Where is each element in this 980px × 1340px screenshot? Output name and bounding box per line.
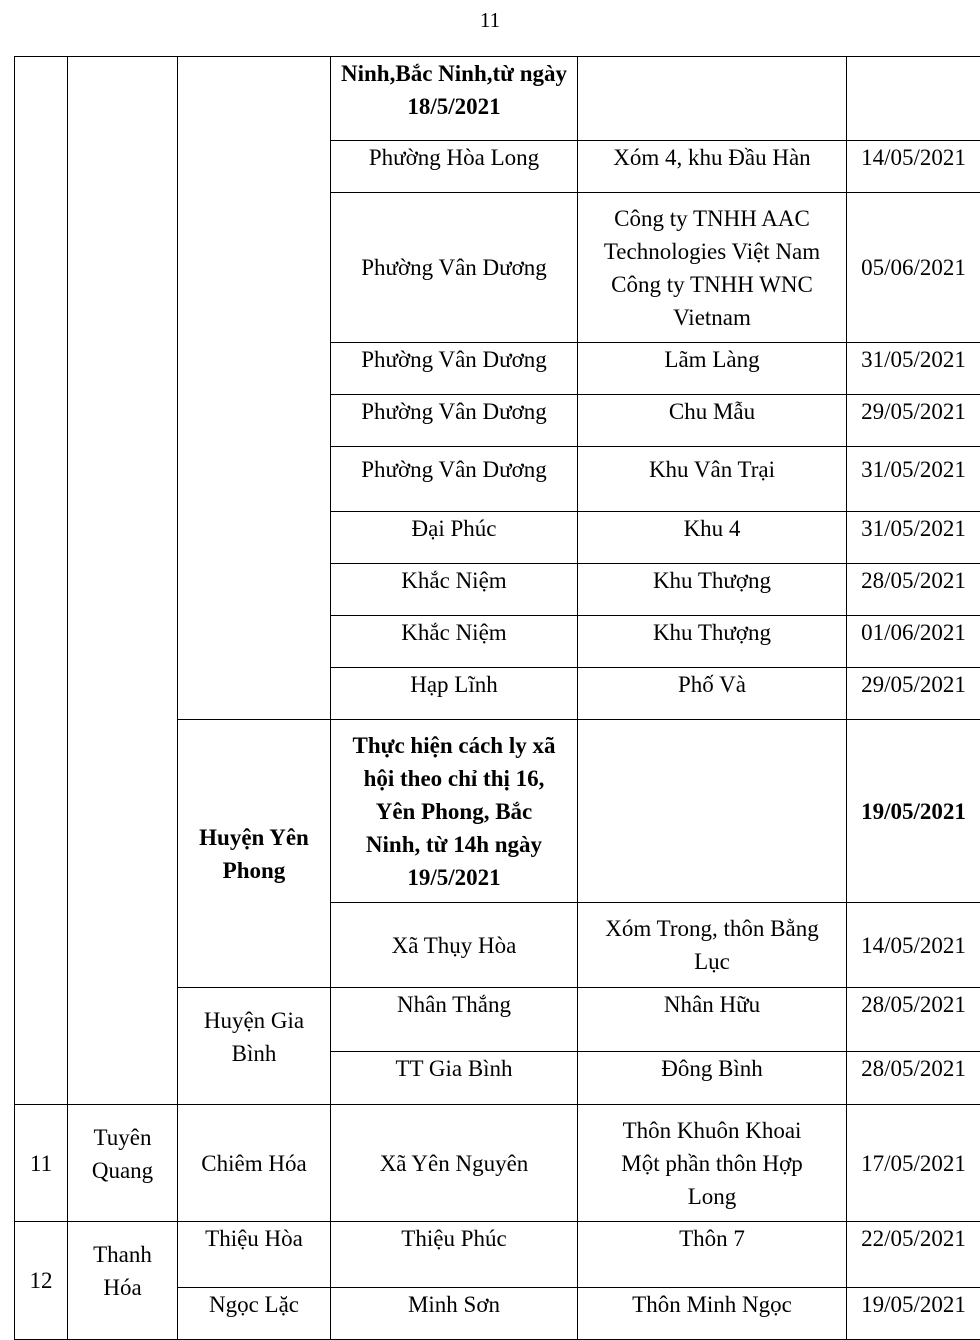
area-cell: Thôn Minh Ngọc <box>578 1288 847 1340</box>
area-cell <box>578 720 847 903</box>
date-cell: 28/05/2021 <box>847 1052 980 1105</box>
district-cell: Chiêm Hóa <box>178 1105 331 1222</box>
ward-cell: Phường Vân Dương <box>331 447 578 512</box>
ward-cell: Phường Vân Dương <box>331 193 578 343</box>
date-cell: 28/05/2021 <box>847 564 980 616</box>
ward-cell: Xã Yên Nguyên <box>331 1105 578 1222</box>
page-number: 11 <box>0 8 980 33</box>
table-row <box>15 1222 980 1288</box>
date-cell: 05/06/2021 <box>847 193 980 343</box>
area-cell: Nhân Hữu <box>578 988 847 1052</box>
ward-cell: Thiệu Phúc <box>331 1222 578 1288</box>
area-cell: Chu Mẫu <box>578 395 847 447</box>
ward-cell: Hạp Lĩnh <box>331 668 578 720</box>
table-row <box>15 57 980 141</box>
ward-cell: Đại Phúc <box>331 512 578 564</box>
province-cell: Thanh Hóa <box>68 1222 178 1340</box>
area-cell: Khu Vân Trại <box>578 447 847 512</box>
area-cell: Thôn 7 <box>578 1222 847 1288</box>
no-cell: 12 <box>15 1222 68 1340</box>
ward-cell: TT Gia Bình <box>331 1052 578 1105</box>
ward-cell: Khắc Niệm <box>331 564 578 616</box>
no-cell <box>15 57 68 1105</box>
date-cell: 31/05/2021 <box>847 447 980 512</box>
date-cell: 14/05/2021 <box>847 141 980 193</box>
area-cell: Đông Bình <box>578 1052 847 1105</box>
area-cell: Công ty TNHH AAC Technologies Việt Nam Công ty TNHH WNC Vietnam <box>578 193 847 343</box>
date-cell: 28/05/2021 <box>847 988 980 1052</box>
date-cell: 14/05/2021 <box>847 903 980 988</box>
area-cell: Khu Thượng <box>578 564 847 616</box>
area-cell <box>578 57 847 141</box>
province-cell <box>68 57 178 1105</box>
date-cell: 01/06/2021 <box>847 616 980 668</box>
area-cell: Xóm Trong, thôn Bằng Lục <box>578 903 847 988</box>
ward-cell: Phường Hòa Long <box>331 141 578 193</box>
date-cell: 19/05/2021 <box>847 1288 980 1340</box>
date-cell: 17/05/2021 <box>847 1105 980 1222</box>
date-cell: 31/05/2021 <box>847 343 980 395</box>
outbreak-table <box>14 56 980 1340</box>
area-cell: Lãm Làng <box>578 343 847 395</box>
district-cell: Huyện Yên Phong <box>178 720 331 988</box>
ward-cell: Xã Thụy Hòa <box>331 903 578 988</box>
area-cell: Thôn Khuôn Khoai Một phần thôn Hợp Long <box>578 1105 847 1222</box>
ward-cell: Phường Vân Dương <box>331 395 578 447</box>
date-cell: 22/05/2021 <box>847 1222 980 1288</box>
ward-cell: Thực hiện cách ly xã hội theo chỉ thị 16, Yên Phong, Bắc Ninh, từ 14h ngày 19/5/2021 <box>331 720 578 903</box>
area-cell: Xóm 4, khu Đầu Hàn <box>578 141 847 193</box>
district-cell: Thiệu Hòa <box>178 1222 331 1288</box>
district-cell: Huyện Gia Bình <box>178 988 331 1105</box>
district-cell <box>178 57 331 720</box>
district-cell: Ngọc Lặc <box>178 1288 331 1340</box>
table-row <box>15 1105 980 1222</box>
date-cell: 29/05/2021 <box>847 668 980 720</box>
area-cell: Phố Và <box>578 668 847 720</box>
ward-cell: Khắc Niệm <box>331 616 578 668</box>
area-cell: Khu Thượng <box>578 616 847 668</box>
area-cell: Khu 4 <box>578 512 847 564</box>
ward-cell: Minh Sơn <box>331 1288 578 1340</box>
date-cell <box>847 57 980 141</box>
province-cell: Tuyên Quang <box>68 1105 178 1222</box>
date-cell: 31/05/2021 <box>847 512 980 564</box>
date-cell: 19/05/2021 <box>847 720 980 903</box>
ward-cell: Ninh,Bắc Ninh,từ ngày 18/5/2021 <box>331 57 578 141</box>
no-cell: 11 <box>15 1105 68 1222</box>
ward-cell: Phường Vân Dương <box>331 343 578 395</box>
ward-cell: Nhân Thắng <box>331 988 578 1052</box>
date-cell: 29/05/2021 <box>847 395 980 447</box>
